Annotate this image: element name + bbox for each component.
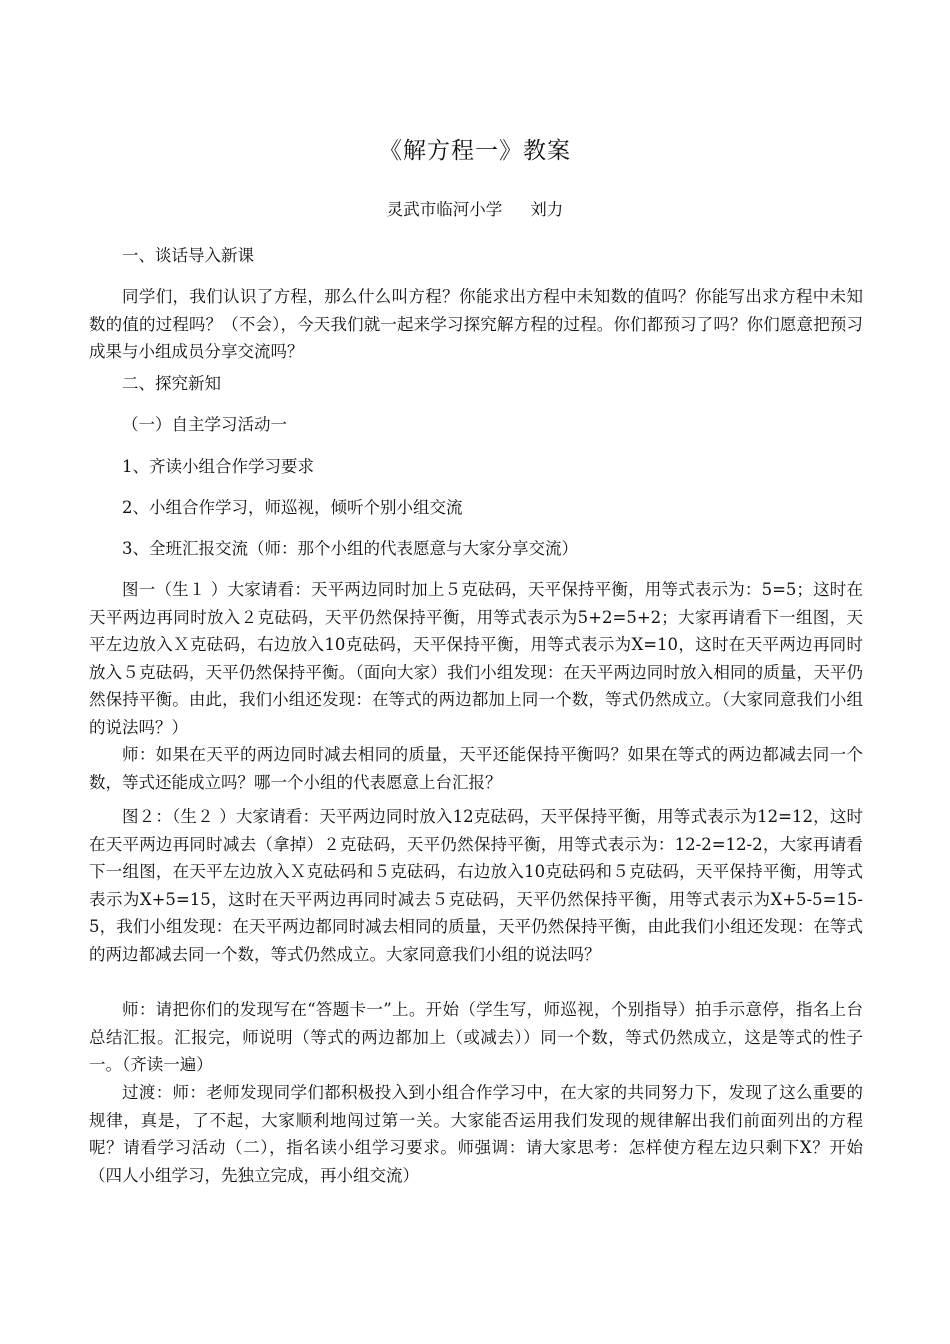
teacher-question-paragraph: 师：如果在天平的两边同时减去相同的质量，天平还能保持平衡吗？如果在等式的两边都减去同一个数，等式还能成立吗？哪一个小组的代表愿意上台汇报？ bbox=[89, 745, 863, 792]
answer-card-paragraph: 师：请把你们的发现写在“答题卡一”上。开始（学生写，师巡视，个别指导）拍手示意停，指名上台总结汇报。汇报完，师说明（等式的两边都加上（或减去））同一个数，等式仍然成立，这是等式的性子一。（齐读一遍） bbox=[89, 1000, 863, 1074]
section1-heading: 一、谈话导入新课 bbox=[122, 246, 254, 265]
figure1-paragraph: 图一（生１ ）大家请看：天平两边同时加上５克砝码，天平保持平衡，用等式表示为：5=5；这时在天平两边再同时放入２克砝码，天平仍然保持平衡，用等式表示为5+2=5+2；大家再请看下一组图，天平左边放入Ｘ克砝码，右边放入10克砝码，天平保持平衡，用等式表示为X=10，这时在天平两边再同时放入５克砝码，天平仍然保持平衡。（面向大家）我们小组发现：在天平两边同时放入相同的质量，天平仍然保持平衡。由此，我们小组还发现：在等式的两边都加上同一个数，等式仍然成立。（大家同意我们小组的说法吗？） bbox=[89, 580, 863, 737]
step-3: 3、全班汇报交流（师：那个小组的代表愿意与大家分享交流） bbox=[122, 539, 578, 558]
step-2: 2、小组合作学习，师巡视，倾听个别小组交流 bbox=[122, 498, 463, 517]
step-1: 1、齐读小组合作学习要求 bbox=[122, 457, 314, 476]
document-title: 《解方程一》教案 bbox=[379, 138, 571, 164]
intro-paragraph: 同学们，我们认识了方程，那么什么叫方程？你能求出方程中未知数的值吗？你能写出求方程中未知数的值的过程吗？（不会），今天我们就一起来学习探究解方程的过程。你们都预习了吗？你们愿意把预习成果与小组成员分享交流吗？ bbox=[89, 287, 863, 361]
author-name: 刘力 bbox=[530, 200, 564, 219]
figure2-paragraph: 图２：（生２ ）大家请看：天平两边同时放入12克砝码，天平保持平衡，用等式表示为12=12，这时在天平两边再同时减去（拿掉）２克砝码，天平仍然保持平衡，用等式表示为：12-2=12-2，大家再请看下一组图，在天平左边放入Ｘ克砝码和５克砝码，右边放入10克砝码和５克砝码，天平保持平衡，用等式表示为X+5=15，这时在天平两边再同时减去５克砝码，天平仍然保持平衡，用等式表示为X+5-5=15-5，我们小组发现：在天平两边都同时减去相同的质量，天平仍然保持平衡，由此我们小组还发现：在等式的两边都减去同一个数，等式仍然成立。大家同意我们小组的说法吗？ bbox=[89, 807, 863, 964]
transition-paragraph: 过渡：师：老师发现同学们都积极投入到小组合作学习中，在大家的共同努力下，发现了这么重要的规律，真是，了不起，大家顺利地闯过第一关。大家能否运用我们发现的规律解出我们前面列出的方程呢？请看学习活动（二），指名读小组学习要求。师强调：请大家思考：怎样使方程左边只剩下X？开始（四人小组学习，先独立完成，再小组交流） bbox=[89, 1083, 863, 1185]
author-line bbox=[0, 198, 950, 222]
school-name: 灵武市临河小学 bbox=[386, 200, 503, 219]
section2-heading: 二、探究新知 bbox=[122, 374, 221, 393]
activity1-heading: （一）自主学习活动一 bbox=[122, 415, 287, 434]
